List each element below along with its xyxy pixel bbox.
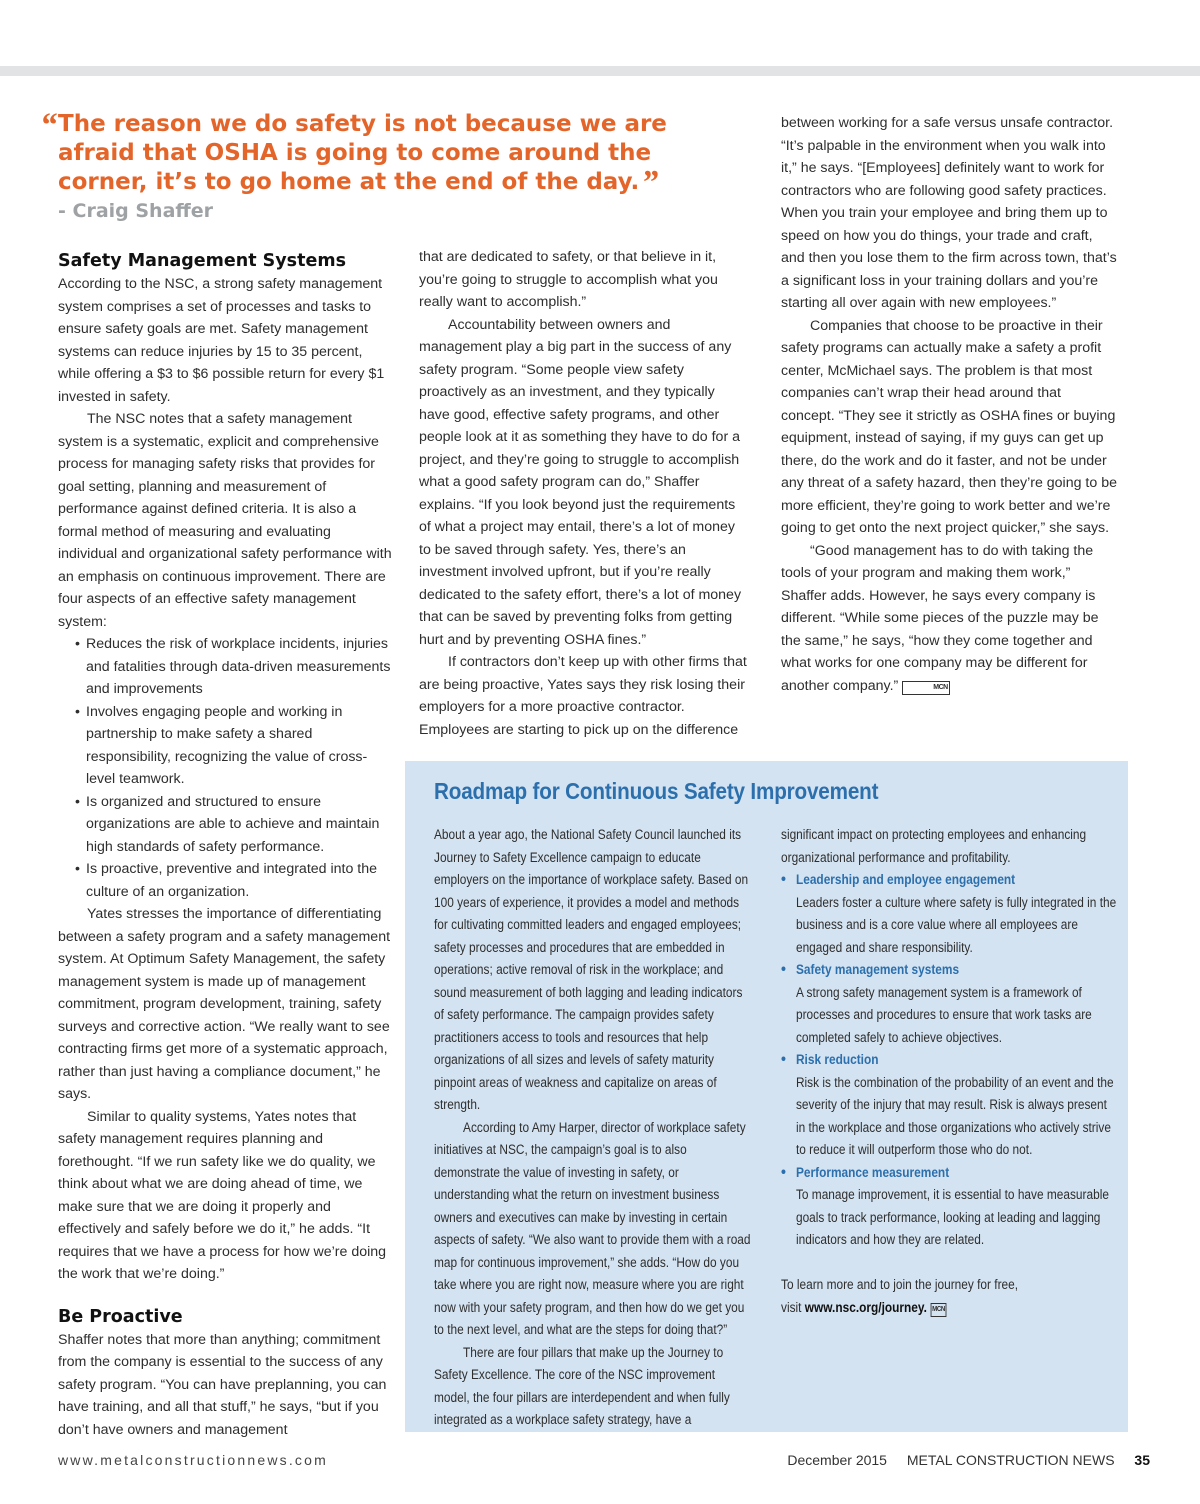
sidebar-outro: To learn more and to join the journey for free, — [781, 1277, 1019, 1292]
article-paragraph: that are dedicated to safety, or that believe in it, you’re going to struggle to accomplish what you really want to accomplish.” — [419, 249, 718, 310]
pillar-text: Risk is the combination of the probability of an event and the severity of the injury that may result. Risk is always present in the workplace and those organizations who actively strive to reduce it will outperform those who do not. — [795, 1074, 1114, 1157]
article-paragraph: If contractors don’t keep up with other firms that are being proactive, Yates says they risk losing their employers for a more proactive contractor. Employees are starting to pick up on the difference — [419, 654, 747, 738]
bullet-dot-icon: • — [781, 1163, 786, 1181]
aspects-list-item: • Is organized and structured to ensure organizations are able to achieve and maintain high standards of safety performance. — [58, 791, 392, 859]
aspects-list-item: • Is proactive, preventive and integrated into the culture of an organization. — [58, 858, 392, 903]
sidebar-outro-link-line — [781, 1297, 1119, 1320]
spacer — [781, 1252, 1119, 1275]
aspects-list-item: • Involves engaging people and working in partnership to make safety a shared responsibility, recognizing the value of cross-level teamwork. — [58, 701, 392, 791]
visit-text: visit — [781, 1299, 802, 1315]
pillar-item — [781, 959, 1119, 1049]
close-quote-icon: ” — [641, 164, 659, 201]
sidebar-title: Roadmap for Continuous Safety Improvement — [434, 778, 879, 804]
sidebar-paragraph: According to Amy Harper, director of workplace safety initiatives at NSC, the campaign’s goal is to also demonstrate the value of investing in safety, or understanding what the return on investment business owners and executives can make by investing in certain aspects of safety. “We also want to provide them with a road map for continuous improvement,” she adds. “How do you take where you are right now, measure where you are right now with your safety program, and then how do we get you to the next level, and what are the steps for doing that?” — [434, 1119, 751, 1337]
mcn-end-mark-icon: MCN — [930, 1303, 946, 1317]
footer-date: December 2015 — [787, 1452, 887, 1468]
sidebar-paragraph: There are four pillars that make up the Journey to Safety Excellence. The core of the NSC improvement model, the four pillars are interdependent and when fully integrated as a workplace safety strategy, have a — [434, 1344, 730, 1427]
pillar-title: Risk reduction — [795, 1052, 879, 1067]
pillar-item — [781, 869, 1119, 959]
pull-quote — [40, 107, 762, 223]
footer-publication: METAL CONSTRUCTION NEWS — [906, 1452, 1115, 1468]
open-quote-icon: “ — [40, 107, 57, 144]
pull-quote-text: The reason we do safety is not because we are afraid that OSHA is going to come around the corner, it’s to go home at the end of the day. — [58, 111, 667, 195]
article-paragraph: Shaffer notes that more than anything; commitment from the company is essential to the success of any safety program. “You can have preplanning, you can have training, and all that stuff,” he says, “but if you don’t have owners and management — [58, 1331, 387, 1438]
article-paragraph-text: “Good management has to do with taking the tools of your program and making them work,” Shaffer adds. However, he says every company is different. “While some pieces of the puzzle may be the same,” he says, “how they come together and what works for one company may be different for another company.” — [781, 542, 1099, 694]
pillar-text: To manage improvement, it is essential to have measurable goals to track performance, looking at leading and lagging indicators and how they are related. — [795, 1187, 1109, 1247]
pillar-text: Leaders foster a culture where safety is fully integrated in the business and is a core value where all employees are engaged and share responsibility. — [795, 894, 1117, 955]
pillar-title: Safety management systems — [795, 962, 960, 977]
pillar-item — [781, 1049, 1119, 1162]
roadmap-sidebar — [405, 761, 1128, 1432]
sidebar-paragraph: About a year ago, the National Safety Council launched its Journey to Safety Excellence campaign to educate employers on the importance of workplace safety. Based on 100 years of experience, it provides a model and methods for cultivating committed leaders and engaged employees; safety processes and procedures that are embedded in operations; active removal of risk in the workplace; and sound measurement of both lagging and leading indicators of safety performance. The campaign provides safety practitioners access to tools and resources that help organizations of all sizes and levels of safety maturity pinpoint areas of weakness and capitalize on areas of strength. — [434, 827, 749, 1112]
aspects-list-item: • Reduces the risk of workplace incidents, injuries and fatalities through data-driven measurements and improvements — [58, 633, 392, 701]
article-column-1 — [58, 250, 392, 1441]
pillar-title: Leadership and employee engagement — [795, 872, 1016, 887]
article-paragraph: Accountability between owners and management play a big part in the success of any safety program. “Some people view safety proactively as an investment, and they typically have good, effective safety programs, and other people look at it as something they have to do for a project, and they’re going to struggle to accomplish what a good safety program can do,” Shaffer explains. “If you look beyond just the requirements of what a project may entail, there’s a lot of money to be saved through safety. Yes, there’s an investment involved upfront, but if you’re really dedicated to the safety effort, there’s a lot of money that can be saved by preventing folks from getting hurt and by preventing OSHA fines.” — [419, 316, 742, 648]
page-number: 35 — [1134, 1452, 1150, 1468]
pillar-text: A strong safety management system is a framework of processes and procedures to ensure that work tasks are completed safely to achieve objectives. — [795, 984, 1092, 1045]
aspects-list — [58, 633, 392, 903]
article-paragraph: Companies that choose to be proactive in their safety programs can actually make a safety a profit center, McMichael says. The problem is that most companies can’t wrap their head around that concept. “They see it strictly as OSHA fines or buying equipment, instead of saying, if my guys can get up there, do the work and do it faster, and not be under any threat of a safety hazard, then they’re going to be more efficient, they’re going to work better and we’re going to get onto the next project quicker,” she says. — [781, 317, 1117, 536]
article-column-2 — [419, 246, 749, 741]
article-paragraph: Yates stresses the importance of differentiating between a safety program and a safety management system. At Optimum Safety Management, the safety management system is made up of management commitment, program development, training, safety surveys and corrective action. “We really want to see contracting firms get more of a systematic approach, rather than just having a compliance document,” he says. — [58, 906, 391, 1102]
article-paragraph-last — [781, 540, 1117, 698]
mcn-end-mark-icon: MCN — [902, 681, 949, 695]
bullet-dot-icon: • — [781, 871, 786, 888]
heading-safety-management-systems: Safety Management Systems — [58, 251, 346, 271]
pull-quote-text-block — [40, 107, 742, 201]
footer-right — [771, 1452, 1150, 1468]
heading-be-proactive: Be Proactive — [58, 1306, 183, 1327]
pillar-title: Performance measurement — [795, 1164, 950, 1180]
sidebar-column-1 — [434, 824, 753, 1432]
bullet-dot-icon: • — [781, 1051, 786, 1068]
nsc-journey-link[interactable]: www.nsc.org/journey. — [804, 1299, 927, 1315]
article-paragraph: Similar to quality systems, Yates notes that safety management requires planning and forethought. “If we run safety like we do quality, we think about what we are doing ahead of time, we make sure that we are doing it properly and effectively and safely before we do it,” he adds. “It requires that we have a process for how we’re doing the work that we’re doing.” — [58, 1108, 387, 1282]
article-column-3 — [781, 112, 1117, 697]
article-paragraph: According to the NSC, a strong safety management system comprises a set of processes and tasks to ensure safety goals are met. Safety management systems can reduce injuries by 15 to 35 percent, while offering a $3 to $6 possible return for every $1 invested in safety. — [58, 276, 385, 405]
sidebar-column-2 — [781, 824, 1119, 1319]
sidebar-paragraph: significant impact on protecting employees and enhancing organizational performance and profitability. — [781, 827, 1087, 865]
pillar-item — [781, 1162, 1119, 1252]
bullet-dot-icon: • — [781, 961, 786, 978]
footer-website[interactable]: www.metalconstructionnews.com — [58, 1452, 328, 1468]
top-divider-bar — [0, 66, 1200, 76]
article-paragraph: The NSC notes that a safety management system is a systematic, explicit and comprehensive process for managing safety risks that provides for goal setting, planning and measurement of performance against defined criteria. It is also a formal method of measuring and evaluating individual and organizational safety performance with an emphasis on continuous improvement. There are four aspects of an effective safety management system: — [58, 411, 392, 630]
article-paragraph: between working for a safe versus unsafe contractor. “It’s palpable in the environment when you walk into it,” he says. “[Employees] definitely want to work for contractors who are following good safety practices. When you train your employee and bring them up to speed on how you do things, your trade and craft, and then you lose them to the firm across town, that’s a significant loss in your training dollars and you’re starting all over again with new employees.” — [781, 115, 1117, 311]
pull-quote-author: - Craig Shaffer — [58, 200, 214, 222]
